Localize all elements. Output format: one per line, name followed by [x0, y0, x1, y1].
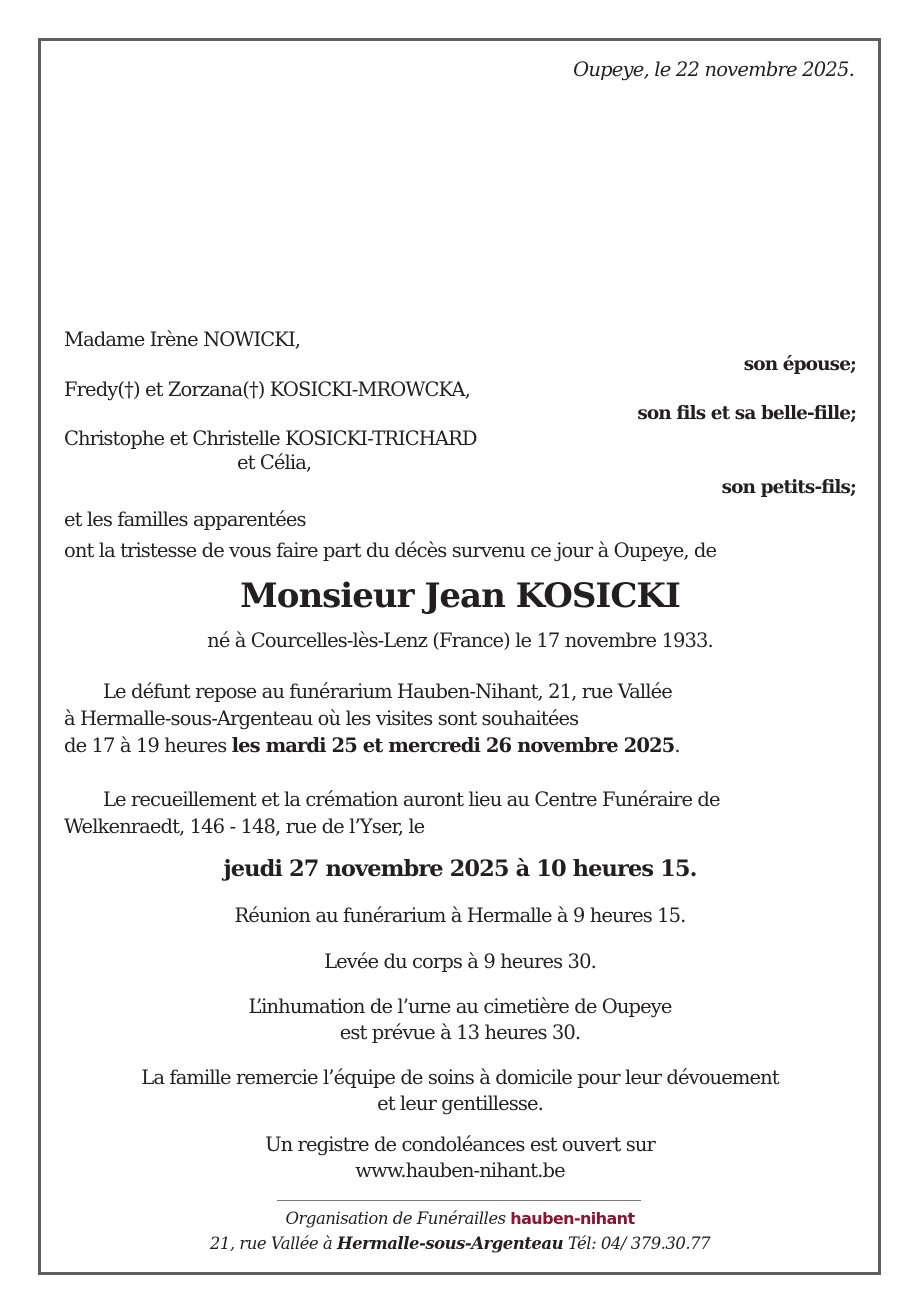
thanks-line-1: La famille remercie l’équipe de soins à domicile pour leur dévouement [141, 1066, 779, 1089]
visitation-dates: les mardi 25 et mercredi 26 novembre 2025 [231, 734, 675, 757]
footer-address [40, 1234, 880, 1253]
family-member-3-relation: son petits-fils; [721, 477, 856, 498]
burial-line-2: est prévue à 13 heures 30. [339, 1021, 581, 1044]
deceased-birth: né à Courcelles-lès-Lenz (France) le 17 novembre 1933. [207, 629, 713, 652]
footer-phone: Tél: 04/ 379.30.77 [563, 1234, 711, 1253]
ceremony-line-1: Le recueillement et la crémation auront lieu au Centre Funéraire de [103, 788, 720, 811]
burial-line-1: L’inhumation de l’urne au cimetière de Oupeye [248, 995, 672, 1018]
visitation-hours: de 17 à 19 heures [64, 734, 232, 757]
visitation-line-2: à Hermalle-sous-Argenteau où les visites sont souhaitées [64, 707, 579, 730]
visitation-period: . [674, 734, 680, 757]
family-member-3-names: Christophe et Christelle KOSICKI-TRICHARD [64, 427, 477, 450]
family-member-2-relation: son fils et sa belle-fille; [637, 403, 856, 424]
condolences-text: Un registre de condoléances est ouvert sur [265, 1133, 655, 1156]
ceremony-line-2: Welkenraedt, 146 - 148, rue de l’Yser, le [64, 815, 425, 838]
footer-street: 21, rue Vallée à [209, 1234, 337, 1253]
ceremony-datetime: jeudi 27 novembre 2025 à 10 heures 15. [223, 856, 697, 882]
place-date: Oupeye, le 22 novembre 2025. [573, 58, 854, 81]
deceased-name: Monsieur Jean KOSICKI [240, 576, 680, 616]
visitation-line-1: Le défunt repose au funérarium Hauben-Nihant, 21, rue Vallée [103, 680, 672, 703]
family-member-2-names: Fredy(†) et Zorzana(†) KOSICKI-MROWCKA, [64, 378, 470, 401]
announcement-line-2: ont la tristesse de vous faire part du décès survenu ce jour à Oupeye, de [64, 539, 717, 562]
footer-organisation [40, 1209, 880, 1228]
family-member-1-names: Madame Irène NOWICKI, [64, 328, 301, 351]
brand-logo: hauben-nihant [510, 1209, 635, 1228]
family-member-3-names-line2: et Célia, [237, 451, 312, 474]
departure-info: Levée du corps à 9 heures 30. [324, 950, 596, 973]
family-member-1-relation: son épouse; [743, 354, 856, 375]
footer-divider [277, 1200, 641, 1201]
announcement-line-1: et les familles apparentées [64, 508, 306, 531]
visitation-line-3 [64, 734, 680, 757]
footer-org-label: Organisation de Funérailles [285, 1209, 511, 1228]
footer-town: Hermalle-sous-Argenteau [337, 1234, 564, 1253]
condolences-link[interactable]: www.hauben-nihant.be [355, 1159, 565, 1182]
page-border [38, 38, 881, 1275]
thanks-line-2: et leur gentillesse. [377, 1092, 543, 1115]
meeting-info: Réunion au funérarium à Hermalle à 9 heures 15. [234, 904, 686, 927]
